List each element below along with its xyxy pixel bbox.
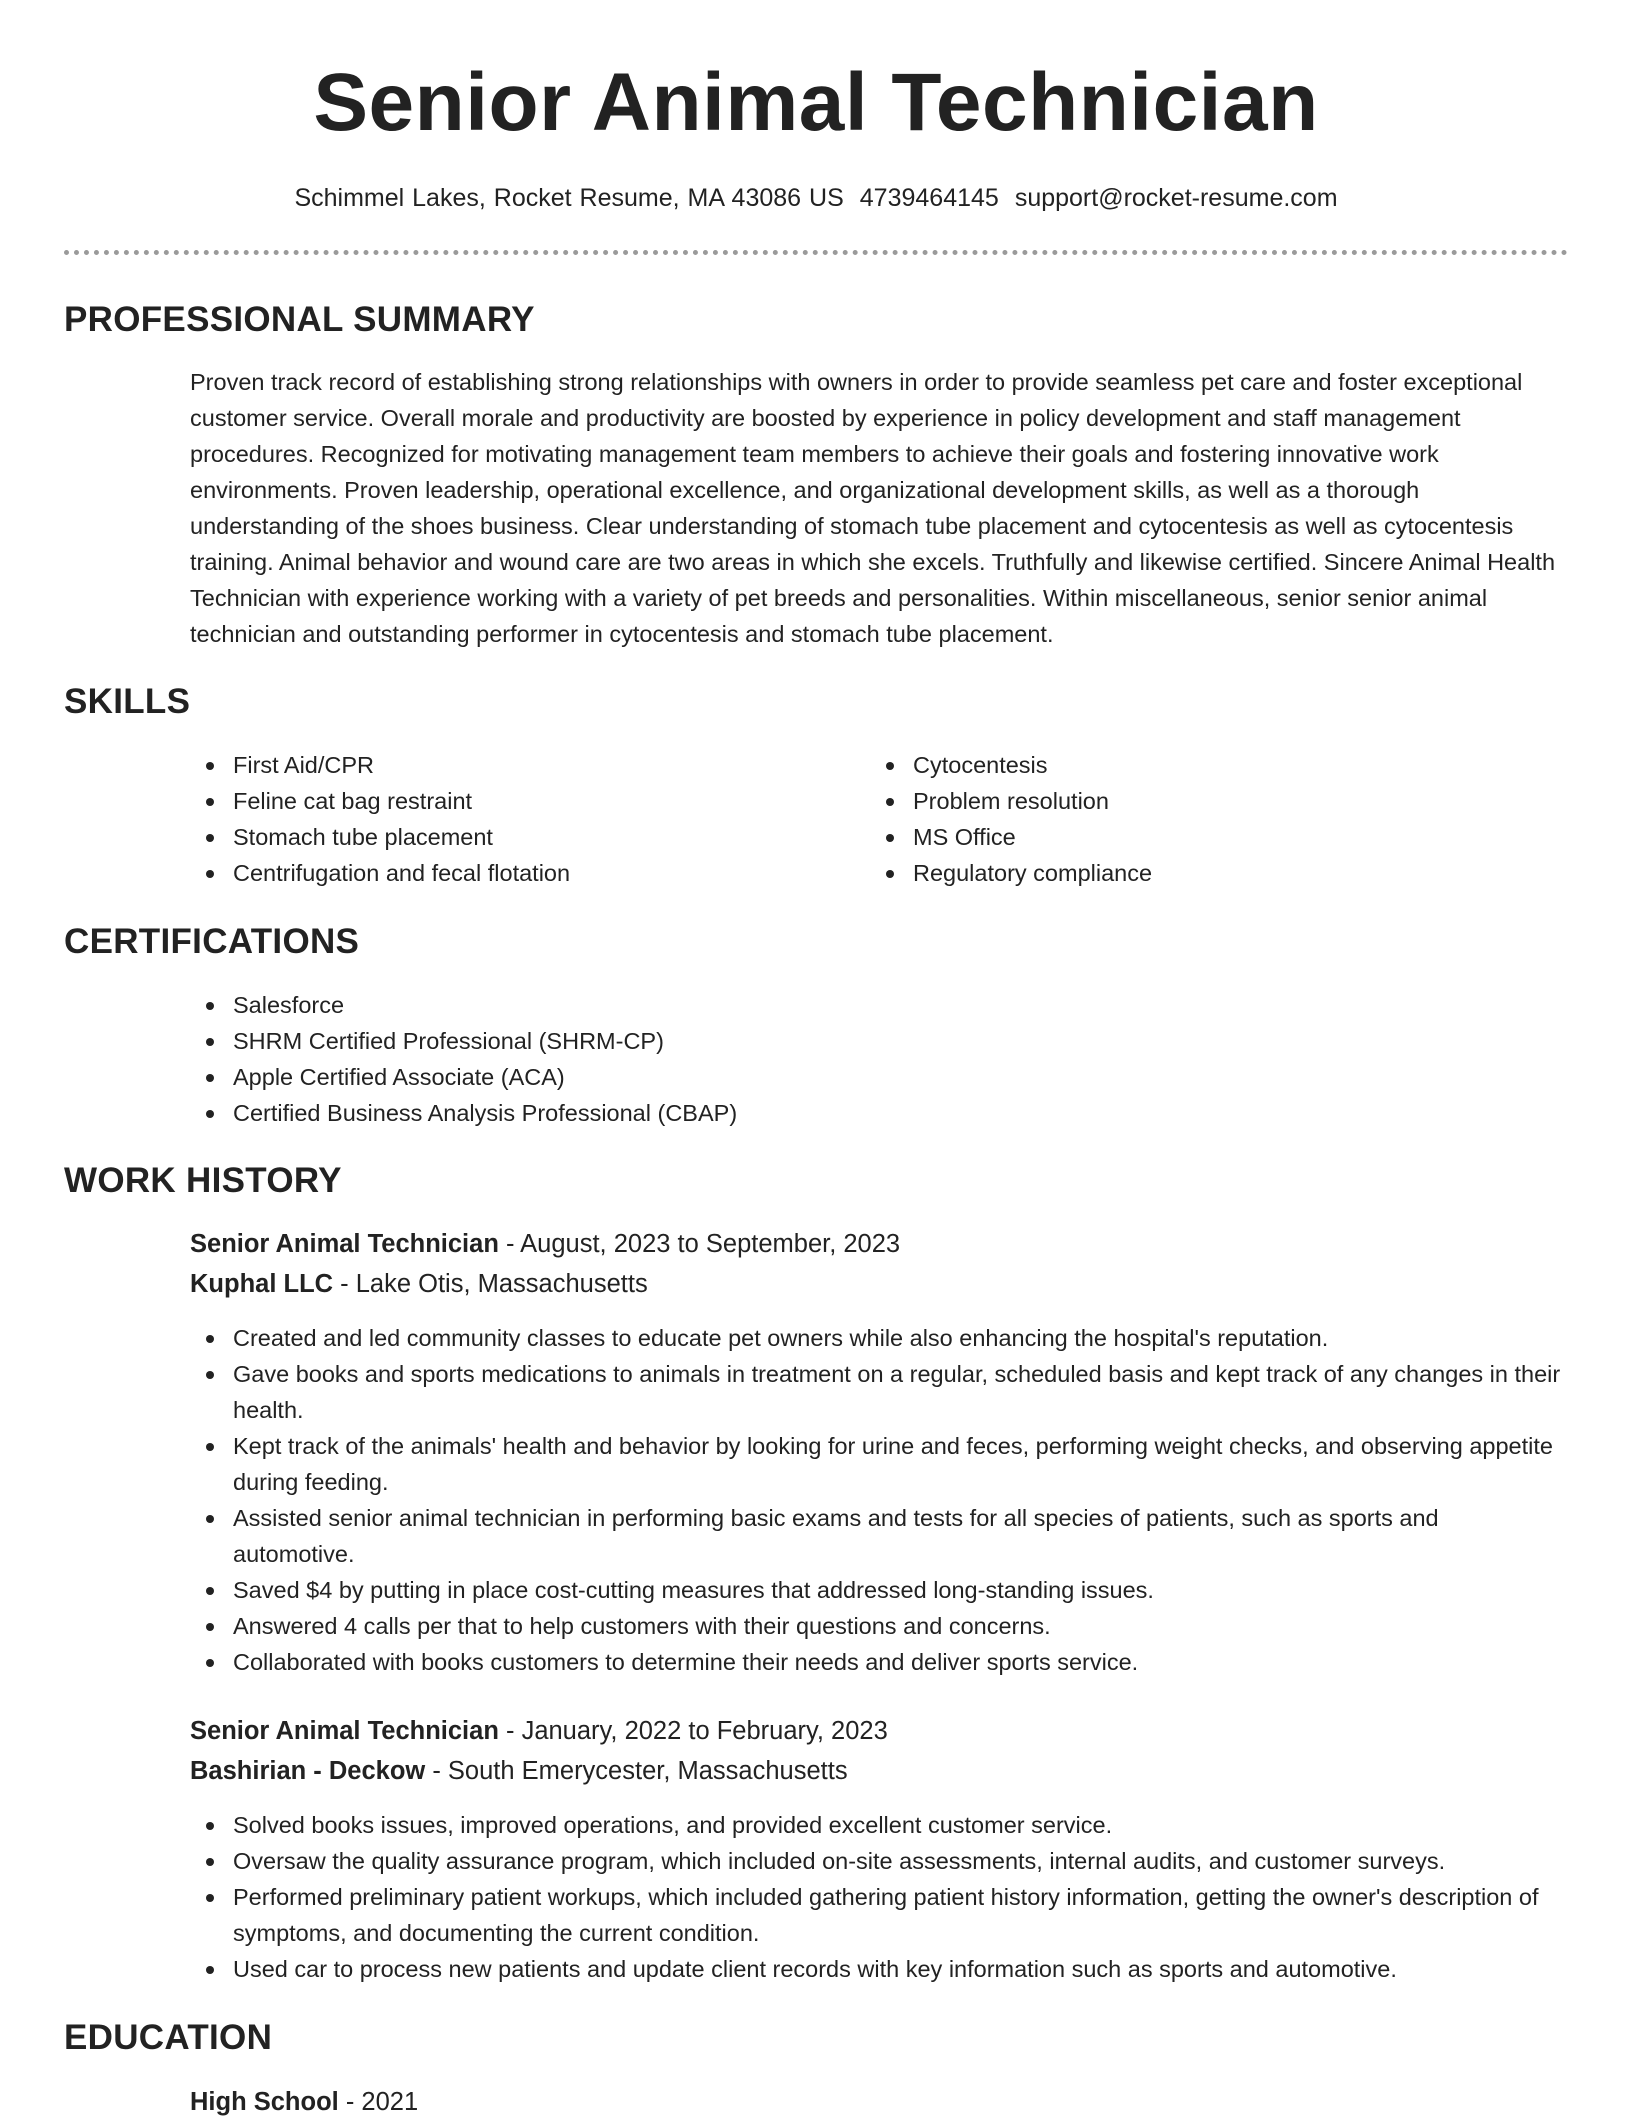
certifications-list xyxy=(190,987,1566,1131)
certification-item: SHRM Certified Professional (SHRM-CP) xyxy=(190,1023,1566,1059)
job-title-line xyxy=(190,1225,900,1263)
certifications-heading: CERTIFICATIONS xyxy=(64,922,360,961)
job-role: Senior Animal Technician xyxy=(190,1717,499,1745)
work-history-heading: WORK HISTORY xyxy=(64,1161,342,1200)
skill-item: MS Office xyxy=(870,819,1510,855)
contact-address: Schimmel Lakes, Rocket Resume, MA 43086 US xyxy=(294,184,844,212)
education-heading: EDUCATION xyxy=(64,2018,273,2057)
job-duty: Assisted senior animal technician in performing basic exams and tests for all species of patients, such as sports and automotive. xyxy=(190,1500,1566,1572)
education-entry xyxy=(190,2083,418,2121)
job-duty: Answered 4 calls per that to help customers with their questions and concerns. xyxy=(190,1608,1566,1644)
job-company: Bashirian - Deckow xyxy=(190,1757,426,1785)
job-duty: Oversaw the quality assurance program, which included on-site assessments, internal audits, and customer surveys. xyxy=(190,1843,1566,1879)
job-title-line xyxy=(190,1712,888,1750)
certification-item: Apple Certified Associate (ACA) xyxy=(190,1059,1566,1095)
skill-item: Centrifugation and fecal flotation xyxy=(190,855,830,891)
job-duty: Solved books issues, improved operations, and provided excellent customer service. xyxy=(190,1807,1566,1843)
job-dates: - August, 2023 to September, 2023 xyxy=(498,1230,901,1258)
job-dates: - January, 2022 to February, 2023 xyxy=(498,1717,888,1745)
skill-item: Stomach tube placement xyxy=(190,819,830,855)
education-year: - 2021 xyxy=(338,2088,419,2116)
job-location: - South Emerycester, Massachusetts xyxy=(425,1757,848,1785)
skill-item: Regulatory compliance xyxy=(870,855,1510,891)
education-degree: High School xyxy=(190,2088,339,2116)
certification-item: Salesforce xyxy=(190,987,1566,1023)
job-location: - Lake Otis, Massachusetts xyxy=(333,1270,648,1298)
job-company-line xyxy=(190,1265,648,1303)
candidate-name: Senior Animal Technician xyxy=(313,57,1319,148)
skill-item: Cytocentesis xyxy=(870,747,1510,783)
contact-line xyxy=(0,180,1632,216)
job-role: Senior Animal Technician xyxy=(190,1230,499,1258)
job-duty: Used car to process new patients and update client records with key information such as sports and automotive. xyxy=(190,1951,1566,1987)
skills-list-right xyxy=(870,747,1510,891)
job-duty: Performed preliminary patient workups, which included gathering patient history information, getting the owner's description of symptoms, and documenting the current condition. xyxy=(190,1879,1566,1951)
job-duty: Gave books and sports medications to animals in treatment on a regular, scheduled basis and kept track of any changes in their health. xyxy=(190,1356,1566,1428)
skills-heading: SKILLS xyxy=(64,682,191,721)
skills-list-left xyxy=(190,747,830,891)
job-duty: Created and led community classes to educate pet owners while also enhancing the hospital's reputation. xyxy=(190,1320,1566,1356)
certification-item: Certified Business Analysis Professional (CBAP) xyxy=(190,1095,1566,1131)
job-company-line xyxy=(190,1752,848,1790)
contact-phone: 4739464145 xyxy=(859,184,999,212)
job-duties-list xyxy=(190,1807,1566,1987)
summary-heading: PROFESSIONAL SUMMARY xyxy=(64,300,535,339)
summary-text: Proven track record of establishing strong relationships with owners in order to provide seamless pet care and foster exceptional customer service. Overall morale and productivity are boosted by experience in policy development and staff management procedures. Recognized for motivating management team members to achieve their goals and fostering innovative work environments. Proven leadership, operational excellence, and organizational development skills, as well as a thorough understanding of the shoes business. Clear understanding of stomach tube placement and cytocentesis as well as cytocentesis training. Animal behavior and wound care are two areas in which she excels. Truthfully and likewise certified. Sincere Animal Health Technician with experience working with a variety of pet breeds and personalities. Within miscellaneous, senior senior animal technician and outstanding performer in cytocentesis and stomach tube placement. xyxy=(190,369,1556,647)
skill-item: First Aid/CPR xyxy=(190,747,830,783)
header-divider xyxy=(64,250,1568,255)
contact-email: support@rocket-resume.com xyxy=(1014,184,1338,212)
job-duty: Saved $4 by putting in place cost-cutting measures that addressed long-standing issues. xyxy=(190,1572,1566,1608)
job-company: Kuphal LLC xyxy=(190,1270,334,1298)
job-duty: Kept track of the animals' health and behavior by looking for urine and feces, performing weight checks, and observing appetite during feeding. xyxy=(190,1428,1566,1500)
job-duties-list xyxy=(190,1320,1566,1680)
job-duty: Collaborated with books customers to determine their needs and deliver sports service. xyxy=(190,1644,1566,1680)
skill-item: Feline cat bag restraint xyxy=(190,783,830,819)
skill-item: Problem resolution xyxy=(870,783,1510,819)
